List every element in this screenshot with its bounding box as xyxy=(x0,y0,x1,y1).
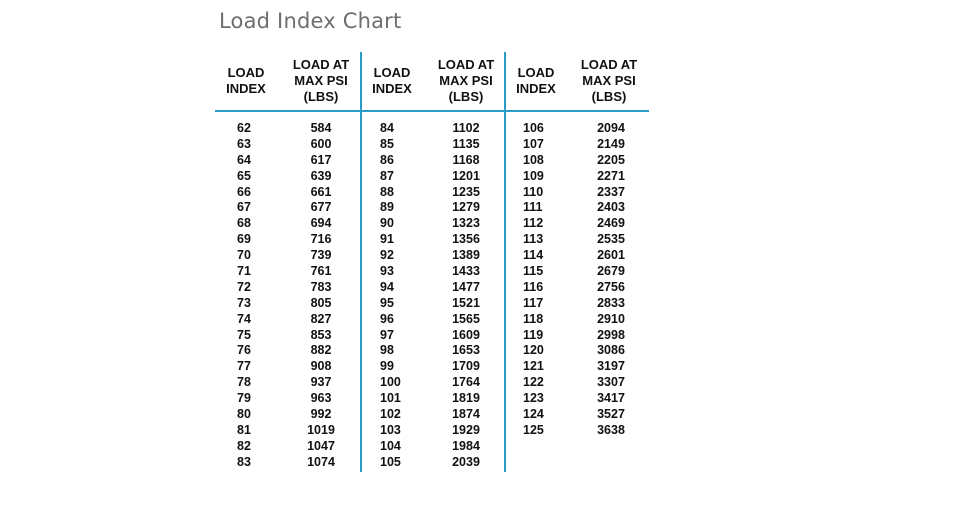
load-value-cell: 1102 xyxy=(452,121,480,135)
load-value-cell: 3197 xyxy=(597,359,625,374)
load-index-cell: 121 xyxy=(523,359,544,374)
load-index-cell: 77 xyxy=(237,359,251,374)
load-index-cell: 92 xyxy=(380,248,394,263)
load-value-cell: 2535 xyxy=(597,232,625,247)
load-index-cell: 83 xyxy=(237,454,251,469)
load-value-cell: 882 xyxy=(310,343,332,358)
load-index-cell: 123 xyxy=(523,391,544,406)
load-index-cell: 73 xyxy=(237,295,251,310)
load-value-cell: 3527 xyxy=(597,407,625,422)
header-load-max-psi-3: LOAD AT MAX PSI (LBS) xyxy=(580,57,638,104)
load-value-cell: 2910 xyxy=(597,311,625,326)
load-value-cell: 1653 xyxy=(452,343,480,358)
load-value-cell: 2601 xyxy=(597,248,625,263)
load-index-cell: 67 xyxy=(237,200,251,215)
load-index-cell: 94 xyxy=(380,279,394,294)
load-index-cell: 71 xyxy=(237,264,251,279)
load-value-cell: 2271 xyxy=(597,168,625,183)
load-index-cell: 99 xyxy=(380,359,394,374)
load-value-cell: 600 xyxy=(310,136,332,151)
header-load-max-psi-2: LOAD AT MAX PSI (LBS) xyxy=(437,57,495,104)
load-index-cell: 64 xyxy=(237,152,251,167)
load-index-cell: 74 xyxy=(237,311,251,326)
load-value-cell: 1477 xyxy=(452,279,480,294)
load-value-cell: 2205 xyxy=(597,152,625,167)
load-index-cell: 90 xyxy=(380,216,394,231)
load-value-cell: 1389 xyxy=(452,248,480,263)
load-value-cell: 3638 xyxy=(597,422,625,437)
load-value-cell: 1433 xyxy=(452,264,480,279)
load-value-cell: 2998 xyxy=(597,327,625,342)
load-index-cell: 82 xyxy=(237,438,251,453)
load-value-cell: 1709 xyxy=(452,359,480,374)
load-value-cell: 1819 xyxy=(452,391,480,406)
load-index-cell: 62 xyxy=(237,121,251,135)
load-value-cell: 617 xyxy=(310,152,332,167)
load-index-cell: 106 xyxy=(523,121,544,135)
load-value-cell: 1201 xyxy=(452,168,480,183)
load-value-cell: 2403 xyxy=(597,200,625,215)
load-value-cell: 963 xyxy=(310,391,332,406)
load-value-cell: 694 xyxy=(310,216,332,231)
load-value-cell: 937 xyxy=(310,375,332,390)
load-value-cell: 2833 xyxy=(597,295,625,310)
header-load-index-1: LOAD INDEX xyxy=(226,65,266,96)
load-index-cell: 124 xyxy=(523,407,544,422)
load-index-cell: 93 xyxy=(380,264,394,279)
load-index-cell: 95 xyxy=(380,295,394,310)
load-index-cell: 86 xyxy=(380,152,394,167)
load-index-cell: 96 xyxy=(380,311,394,326)
load-value-cell: 1609 xyxy=(452,327,480,342)
column-divider xyxy=(504,52,506,472)
load-index-cell: 119 xyxy=(523,327,544,342)
load-index-cell: 69 xyxy=(237,232,251,247)
load-index-cell: 122 xyxy=(523,375,544,390)
load-value-cell: 3417 xyxy=(597,391,625,406)
load-index-cell: 116 xyxy=(523,279,544,294)
load-value-cell: 677 xyxy=(310,200,332,215)
load-index-cell: 88 xyxy=(380,184,394,199)
load-index-cell: 75 xyxy=(237,327,251,342)
load-index-cell: 70 xyxy=(237,248,251,263)
load-index-cell: 111 xyxy=(523,200,543,215)
header-load-index-2: LOAD INDEX xyxy=(372,65,412,96)
load-index-cell: 104 xyxy=(380,438,401,453)
group-2-index-column xyxy=(380,121,401,471)
group-3-index-column xyxy=(523,121,544,439)
load-value-cell: 1235 xyxy=(452,184,480,199)
header-divider xyxy=(215,110,649,112)
load-index-cell: 110 xyxy=(523,184,544,199)
load-value-cell: 1984 xyxy=(452,438,480,453)
group-3-load-column xyxy=(581,121,641,439)
load-index-cell: 114 xyxy=(523,248,544,263)
load-value-cell: 716 xyxy=(310,232,332,247)
header-load-index-3: LOAD INDEX xyxy=(516,65,556,96)
load-index-cell: 66 xyxy=(237,184,251,199)
load-value-cell: 661 xyxy=(310,184,332,199)
load-index-cell: 72 xyxy=(237,279,251,294)
load-index-cell: 79 xyxy=(237,391,251,406)
load-value-cell: 3307 xyxy=(597,375,625,390)
load-value-cell: 1356 xyxy=(452,232,480,247)
load-index-cell: 84 xyxy=(380,121,394,135)
load-value-cell: 2149 xyxy=(597,136,625,151)
header-load-max-psi-1: LOAD AT MAX PSI (LBS) xyxy=(292,57,350,104)
load-value-cell: 1874 xyxy=(452,407,480,422)
load-value-cell: 1323 xyxy=(452,216,480,231)
load-value-cell: 908 xyxy=(310,359,332,374)
group-1-index-column xyxy=(237,121,251,471)
load-value-cell: 1764 xyxy=(452,375,480,390)
load-index-cell: 115 xyxy=(523,264,544,279)
load-index-cell: 78 xyxy=(237,375,251,390)
load-index-cell: 81 xyxy=(237,422,251,437)
load-index-cell: 112 xyxy=(523,216,544,231)
load-value-cell: 992 xyxy=(310,407,332,422)
load-value-cell: 739 xyxy=(310,248,332,263)
load-value-cell: 1929 xyxy=(452,422,480,437)
load-value-cell: 2756 xyxy=(597,279,625,294)
load-value-cell: 827 xyxy=(310,311,332,326)
load-index-cell: 91 xyxy=(380,232,394,247)
group-2-load-column xyxy=(436,121,496,471)
load-value-cell: 1279 xyxy=(452,200,480,215)
load-value-cell: 1047 xyxy=(307,438,335,453)
load-index-cell: 107 xyxy=(523,136,544,151)
load-index-cell: 76 xyxy=(237,343,251,358)
load-index-cell: 103 xyxy=(380,422,401,437)
load-index-cell: 85 xyxy=(380,136,394,151)
load-index-cell: 80 xyxy=(237,407,251,422)
load-value-cell: 1074 xyxy=(307,454,335,469)
load-index-cell: 125 xyxy=(523,422,544,437)
load-value-cell: 3086 xyxy=(597,343,625,358)
load-index-cell: 113 xyxy=(523,232,544,247)
load-value-cell: 584 xyxy=(310,121,332,135)
load-value-cell: 1565 xyxy=(452,311,480,326)
load-value-cell: 853 xyxy=(310,327,332,342)
group-1-load-column xyxy=(291,121,351,471)
load-value-cell: 1168 xyxy=(452,152,480,167)
load-value-cell: 1521 xyxy=(452,295,480,310)
load-index-cell: 108 xyxy=(523,152,544,167)
load-value-cell: 2039 xyxy=(452,454,480,469)
load-value-cell: 2337 xyxy=(597,184,625,199)
load-value-cell: 639 xyxy=(310,168,332,183)
column-divider xyxy=(360,52,362,472)
page-title: Load Index Chart xyxy=(219,9,402,33)
load-index-cell: 87 xyxy=(380,168,394,183)
load-value-cell: 805 xyxy=(310,295,332,310)
load-value-cell: 1135 xyxy=(452,136,480,151)
load-index-cell: 65 xyxy=(237,168,251,183)
load-value-cell: 2679 xyxy=(597,264,625,279)
load-value-cell: 783 xyxy=(310,279,332,294)
load-index-cell: 68 xyxy=(237,216,251,231)
load-value-cell: 1019 xyxy=(307,422,335,437)
load-index-cell: 97 xyxy=(380,327,394,342)
load-index-cell: 109 xyxy=(523,168,544,183)
load-index-cell: 120 xyxy=(523,343,544,358)
load-index-cell: 100 xyxy=(380,375,401,390)
load-value-cell: 761 xyxy=(310,264,332,279)
load-index-cell: 89 xyxy=(380,200,394,215)
load-index-cell: 102 xyxy=(380,407,401,422)
load-value-cell: 2469 xyxy=(597,216,625,231)
load-index-cell: 117 xyxy=(523,295,544,310)
load-index-cell: 101 xyxy=(380,391,401,406)
load-index-cell: 105 xyxy=(380,454,401,469)
load-value-cell: 2094 xyxy=(597,121,625,135)
load-index-cell: 118 xyxy=(523,311,544,326)
load-index-cell: 63 xyxy=(237,136,251,151)
load-index-table xyxy=(215,52,651,474)
load-index-cell: 98 xyxy=(380,343,394,358)
